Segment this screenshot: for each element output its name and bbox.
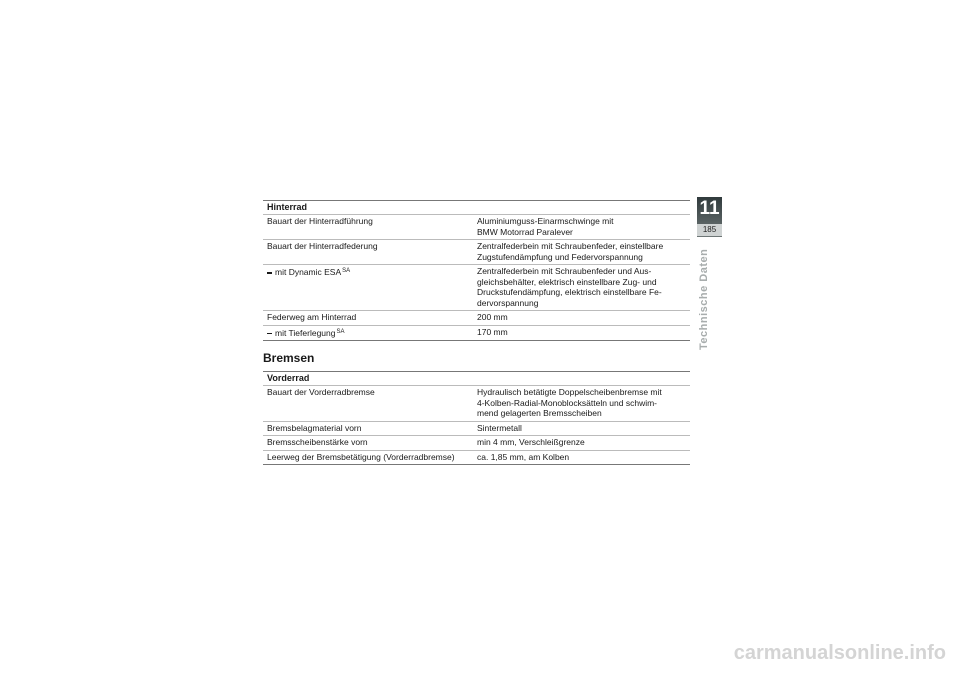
page-number: 185 bbox=[697, 224, 722, 236]
spec-label: Bremsbelagmaterial vorn bbox=[267, 422, 362, 433]
section-title-bremsen: Bremsen bbox=[263, 351, 315, 365]
watermark: carmanualsonline.info bbox=[733, 642, 946, 664]
spec-value-line: Hydraulisch betätigte Doppelscheibenbremse mit bbox=[477, 387, 662, 397]
spec-value-line: 200 mm bbox=[477, 312, 508, 322]
spec-value-line: BMW Motorrad Paralever bbox=[477, 226, 573, 237]
spec-value bbox=[473, 265, 690, 310]
spec-row bbox=[263, 326, 690, 342]
spec-row bbox=[263, 422, 690, 437]
spec-label-text: mit Tieferlegung bbox=[275, 327, 336, 338]
spec-value bbox=[473, 240, 690, 264]
spec-value bbox=[473, 436, 690, 450]
spec-value-line: Zugstufendämpfung und Federvorspannung bbox=[477, 251, 643, 262]
spec-label-text: mit Dynamic ESA bbox=[275, 267, 342, 277]
spec-value bbox=[473, 215, 690, 239]
spec-value bbox=[473, 422, 690, 436]
chapter-tab bbox=[697, 197, 722, 237]
spec-row bbox=[263, 436, 690, 451]
spec-label: Federweg am Hinterrad bbox=[267, 312, 357, 322]
spec-value-line: mend gelagerten Bremsscheiben bbox=[477, 408, 602, 418]
spec-label: Leerweg der Bremsbetätigung (Vorderradbremse) bbox=[267, 451, 455, 462]
spec-row bbox=[263, 215, 690, 240]
dash-icon bbox=[267, 333, 272, 335]
spec-value-line: gleichsbehälter, elektrisch einstellbare Zug- und bbox=[477, 276, 657, 287]
spec-value-line: 4-Kolben-Radial-Monoblocksätteln und schwim- bbox=[477, 397, 658, 408]
spec-label: Bauart der Vorderradbremse bbox=[267, 387, 375, 397]
spec-row bbox=[263, 240, 690, 265]
spec-value-line: min 4 mm, Verschleißgrenze bbox=[477, 437, 585, 447]
spec-row bbox=[263, 451, 690, 466]
spec-label: Bauart der Hinterradführung bbox=[267, 216, 373, 226]
section-heading-hinterrad: Hinterrad bbox=[263, 200, 690, 215]
chapter-number: 11 bbox=[699, 198, 720, 219]
chapter-title: Technische Daten bbox=[698, 248, 710, 350]
spec-value-line: 170 mm bbox=[477, 326, 508, 337]
spec-value bbox=[473, 311, 690, 325]
spec-value bbox=[473, 386, 690, 421]
spec-content bbox=[263, 200, 690, 465]
spec-value bbox=[473, 451, 690, 465]
spec-value-line: Druckstufendämpfung, elektrisch einstellbare Fe- bbox=[477, 287, 662, 297]
spec-value-line: dervorspannung bbox=[477, 297, 539, 308]
spec-value-line: Zentralfederbein mit Schraubenfeder, einstellbare bbox=[477, 241, 664, 251]
spec-value-line: Aluminiumguss-Einarmschwinge mit bbox=[477, 216, 614, 226]
option-marker: SA bbox=[342, 268, 351, 274]
spec-value-line: Sintermetall bbox=[477, 422, 522, 433]
spec-label bbox=[263, 265, 473, 310]
spec-label bbox=[263, 326, 473, 341]
spec-label: Bremsscheibenstärke vorn bbox=[267, 437, 368, 447]
dash-icon bbox=[267, 272, 272, 274]
spec-row bbox=[263, 311, 690, 326]
spec-value-line: Zentralfederbein mit Schraubenfeder und Aus- bbox=[477, 266, 652, 276]
spec-row bbox=[263, 386, 690, 422]
spec-label: Bauart der Hinterradfederung bbox=[267, 241, 378, 251]
spec-row bbox=[263, 265, 690, 311]
spec-value bbox=[473, 326, 690, 341]
option-marker: SA bbox=[336, 328, 345, 335]
spec-value-line: ca. 1,85 mm, am Kolben bbox=[477, 451, 570, 462]
section-heading-vorderrad: Vorderrad bbox=[263, 371, 690, 386]
